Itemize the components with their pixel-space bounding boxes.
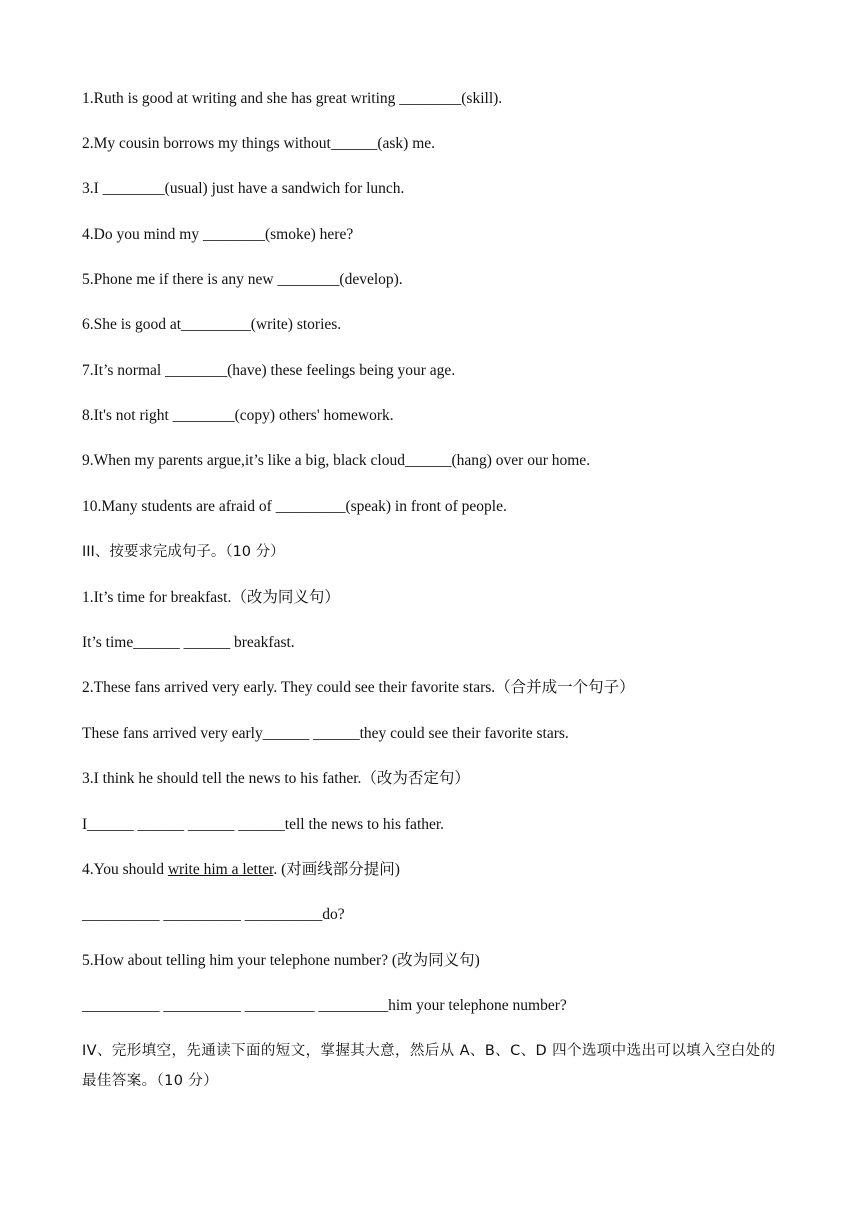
fill-blank-item-1: 1.Ruth is good at writing and she has great writing ________(skill). [82, 90, 503, 107]
sentence-answer-2: These fans arrived very early______ ______they could see their favorite stars. [82, 725, 569, 742]
fill-blank-item-7: 7.It’s normal ________(have) these feelings being your age. [82, 362, 456, 379]
question-4-suffix: . (对画线部分提问) [273, 861, 400, 878]
fill-blank-item-4: 4.Do you mind my ________(smoke) here? [82, 226, 354, 243]
section-3-heading: III、按要求完成句子。（10 分） [82, 544, 285, 560]
sentence-question-1: 1.It’s time for breakfast.（改为同义句） [82, 589, 340, 606]
sentence-question-2: 2.These fans arrived very early. They could see their favorite stars.（合并成一个句子） [82, 679, 635, 696]
section-4-heading: IV、完形填空，先通读下面的短文，掌握其大意，然后从 A、B、C、D 四个选项中选出可以填入空白处的最佳答案。（10 分） [82, 1043, 776, 1089]
sentence-question-3: 3.I think he should tell the news to his father.（改为否定句） [82, 770, 470, 787]
sentence-question-4 [82, 860, 780, 880]
question-4-underlined-phrase: write him a letter [167, 861, 274, 878]
sentence-question-5: 5.How about telling him your telephone number? (改为同义句) [82, 952, 480, 969]
fill-blank-item-3: 3.I ________(usual) just have a sandwich for lunch. [82, 180, 405, 197]
fill-blank-item-6: 6.She is good at_________(write) stories. [82, 316, 342, 333]
sentence-answer-4: __________ __________ __________do? [82, 906, 345, 923]
fill-blank-item-5: 5.Phone me if there is any new ________(develop). [82, 271, 403, 288]
sentence-answer-5: __________ __________ _________ _________him your telephone number? [82, 997, 567, 1014]
sentence-answer-3: I______ ______ ______ ______tell the news to his father. [82, 816, 445, 833]
question-4-prefix: 4.You should [82, 861, 168, 878]
fill-blank-item-10: 10.Many students are afraid of _________(speak) in front of people. [82, 498, 507, 515]
fill-blank-item-9: 9.When my parents argue,it’s like a big, black cloud______(hang) over our home. [82, 452, 591, 469]
fill-blank-item-2: 2.My cousin borrows my things without______(ask) me. [82, 135, 436, 152]
sentence-answer-1: It’s time______ ______ breakfast. [82, 634, 295, 651]
fill-blank-item-8: 8.It's not right ________(copy) others' homework. [82, 407, 394, 424]
